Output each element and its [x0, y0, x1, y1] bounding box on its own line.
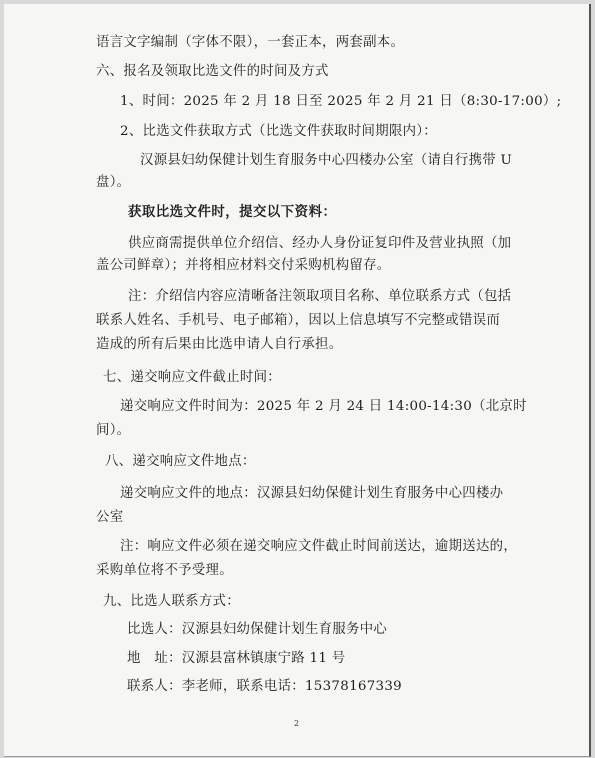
text-line: 采购单位将不予受理。	[96, 563, 233, 578]
section-heading: 七、递交响应文件截止时间：	[103, 370, 281, 385]
text-line: 地 址：汉源县富林镇康宁路 11 号	[127, 651, 346, 666]
text-line: 联系人：李老师，联系电话：15378167339	[127, 679, 402, 694]
page-number: 2	[294, 719, 300, 728]
text-line: 1、时间：2025 年 2 月 18 日至 2025 年 2 月 21 日（8:30-17:00）;	[120, 94, 562, 109]
text-line: 递交响应文件时间为：2025 年 2 月 24 日 14:00-14:30（北京时	[120, 399, 527, 414]
text-line: 注：介绍信内容应清晰备注领取项目名称、单位联系方式（包括	[128, 289, 512, 304]
text-line: 间）。	[96, 423, 131, 438]
text-line: 联系人姓名、手机号、电子邮箱），因以上信息填写不完整或错误而	[96, 313, 501, 328]
text-line: 供应商需提供单位介绍信、经办人身份证复印件及营业执照（加	[128, 236, 512, 251]
text-line: 公室	[96, 510, 124, 525]
text-line: 2、比选文件获取方式（比选文件获取时间期限内）：	[120, 124, 438, 139]
text-line: 造成的所有后果由比选申请人自行承担。	[96, 337, 343, 352]
section-heading: 九、比选人联系方式：	[103, 594, 240, 609]
text-line: 汉源县妇幼保健计划生育服务中心四楼办公室（请自行携带 U	[140, 153, 513, 168]
bold-heading: 获取比选文件时，提交以下资料：	[128, 204, 337, 220]
text-line: 语言文字编制（字体不限），一套正本，两套副本。	[96, 35, 405, 50]
text-line: 盘）。	[96, 175, 131, 190]
text-line: 递交响应文件的地点：汉源县妇幼保健计划生育服务中心四楼办	[120, 486, 504, 501]
text-line: 盖公司鲜章）；并将相应材料交付采购机构留存。	[96, 258, 391, 273]
text-line: 比选人：汉源县妇幼保健计划生育服务中心	[127, 622, 388, 637]
text-line: 注：响应文件必须在递交响应文件截止时间前送达，逾期送达的，	[120, 539, 518, 554]
section-heading: 八、递交响应文件地点：	[105, 454, 256, 469]
section-heading: 六、报名及领取比选文件的时间及方式	[96, 64, 329, 79]
document-page	[4, 4, 591, 757]
